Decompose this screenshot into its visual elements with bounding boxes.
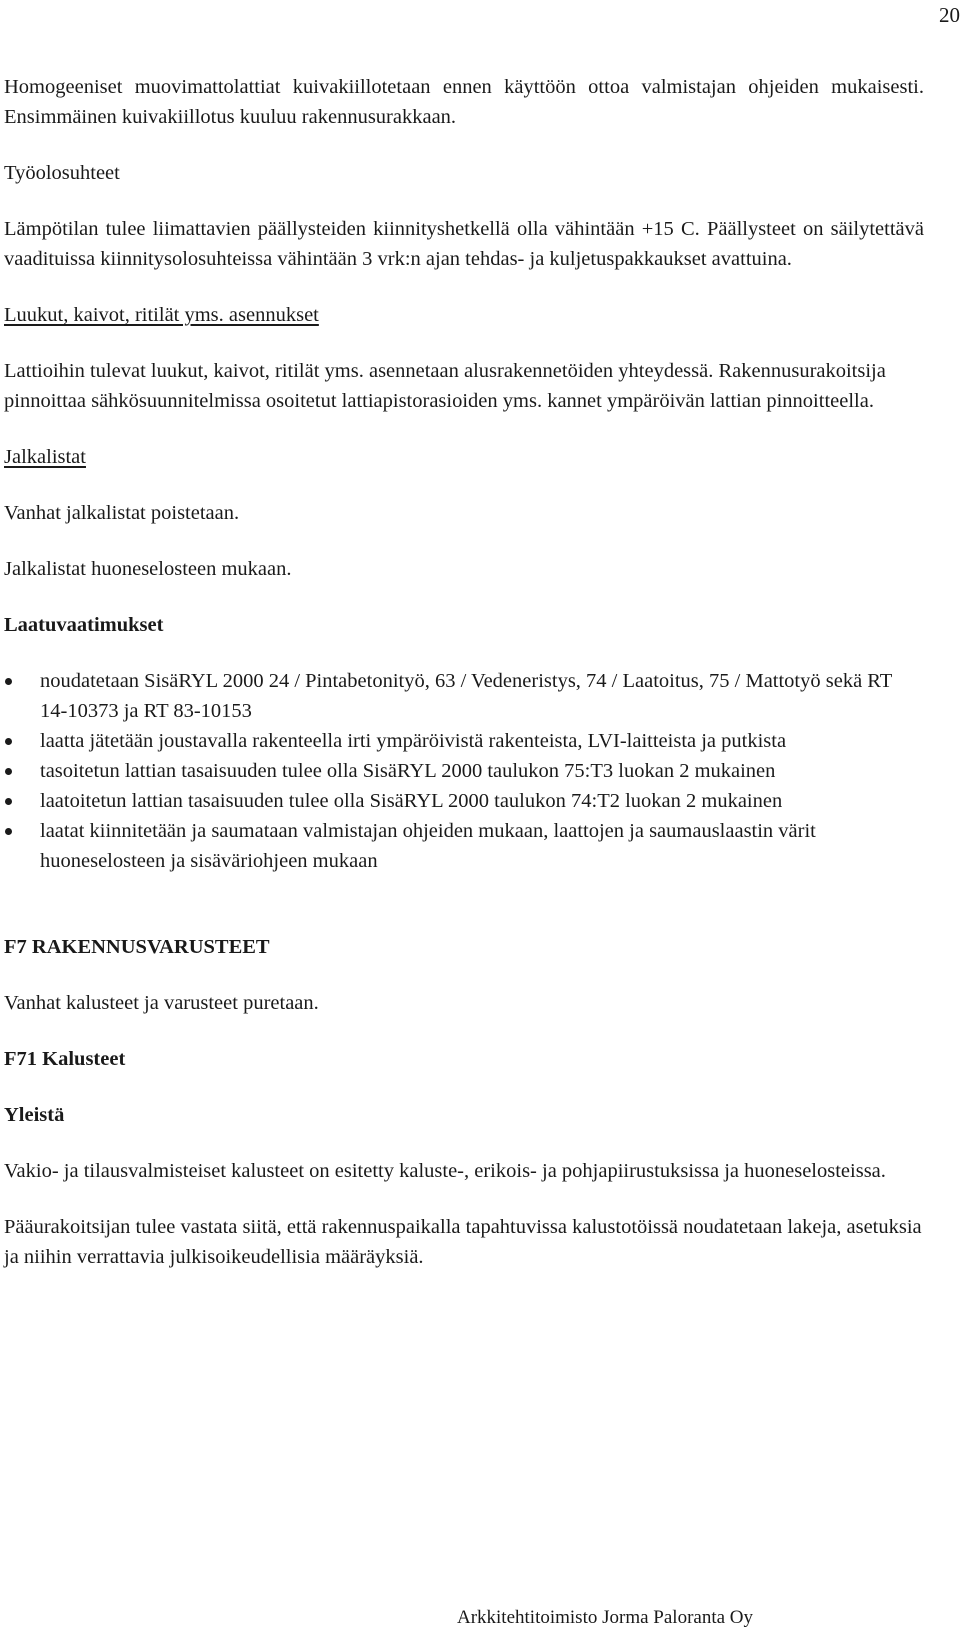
heading-f71-kalusteet: F71 Kalusteet <box>4 1048 126 1070</box>
heading-laatuvaatimukset: Laatuvaatimukset <box>4 614 164 636</box>
bullet-icon <box>5 828 12 835</box>
paragraph-luukut: Lattioihin tulevat luukut, kaivot, ritilät yms. asennetaan alusrakennetöiden yhteydessä. Rakennusurakoitsija pinnoittaa sähkösuunnitelmissa osoitetut lattiapistorasioiden yms. kannet ympäröivän lattian pinnoitteella. <box>4 360 886 412</box>
paragraph-jalkalistat-poisto: Vanhat jalkalistat poistetaan. <box>4 502 240 524</box>
paragraph-paaurakoitsija: Pääurakoitsijan tulee vastata siitä, että rakennuspaikalla tapahtuvissa kalustotöissä noudatetaan lakeja, asetuksia ja niihin verrattavia julkisoikeudellisia määräyksiä. <box>4 1216 922 1268</box>
bullet-icon <box>5 768 12 775</box>
heading-tyoolosuhteet: Työolosuhteet <box>4 162 120 184</box>
paragraph-jalkalistat-mukaan: Jalkalistat huoneselosteen mukaan. <box>4 558 292 580</box>
paragraph-kalusteet-esitetty: Vakio- ja tilausvalmisteiset kalusteet on esitetty kaluste-, erikois- ja pohjapiirustuksissa ja huoneselosteissa. <box>4 1160 886 1182</box>
list-item: noudatetaan SisäRYL 2000 24 / Pintabetonityö, 63 / Vedeneristys, 74 / Laatoitus, 75 / Mattotyö sekä RT 14-10373 ja RT 83-10153 <box>4 666 924 726</box>
list-item: laatta jätetään joustavalla rakenteella irti ympäröivistä rakenteista, LVI-laitteista ja putkista <box>4 726 924 756</box>
paragraph-tyoolosuhteet: Lämpötilan tulee liimattavien päällysteiden kiinnityshetkellä olla vähintään +15 C. Päällysteet on säilytettävä vaadituissa kiinnitysolosuhteissa vähintään 3 vrk:n ajan tehdas- ja kuljetuspakkaukset avattuina. <box>4 218 924 270</box>
list-item: laatat kiinnitetään ja saumataan valmistajan ohjeiden mukaan, laattojen ja saumauslaastin värit huoneselosteen ja sisäväriohjeen mukaan <box>4 816 924 876</box>
bullet-icon <box>5 738 12 745</box>
bullet-icon <box>5 798 12 805</box>
section-title-f7: F7 RAKENNUSVARUSTEET <box>4 936 270 958</box>
quality-requirements-list <box>4 666 924 876</box>
list-item: laatoitetun lattian tasaisuuden tulee olla SisäRYL 2000 taulukon 74:T2 luokan 2 mukainen <box>4 786 924 816</box>
page-number: 20 <box>939 3 960 27</box>
heading-luukut: Luukut, kaivot, ritilät yms. asennukset <box>4 304 319 326</box>
paragraph-kuivakiillotus: Homogeeniset muovimattolattiat kuivakiillotetaan ennen käyttöön ottoa valmistajan ohjeiden mukaisesti. Ensimmäinen kuivakiillotus kuuluu rakennusurakkaan. <box>4 76 924 128</box>
heading-jalkalistat: Jalkalistat <box>4 446 86 468</box>
document-body <box>4 72 924 1272</box>
footer-company: Arkkitehtitoimisto Jorma Paloranta Oy <box>456 1607 754 1628</box>
bullet-icon <box>5 678 12 685</box>
paragraph-f7-intro: Vanhat kalusteet ja varusteet puretaan. <box>4 992 319 1014</box>
heading-yleista: Yleistä <box>4 1104 65 1126</box>
list-item: tasoitetun lattian tasaisuuden tulee olla SisäRYL 2000 taulukon 75:T3 luokan 2 mukainen <box>4 756 924 786</box>
